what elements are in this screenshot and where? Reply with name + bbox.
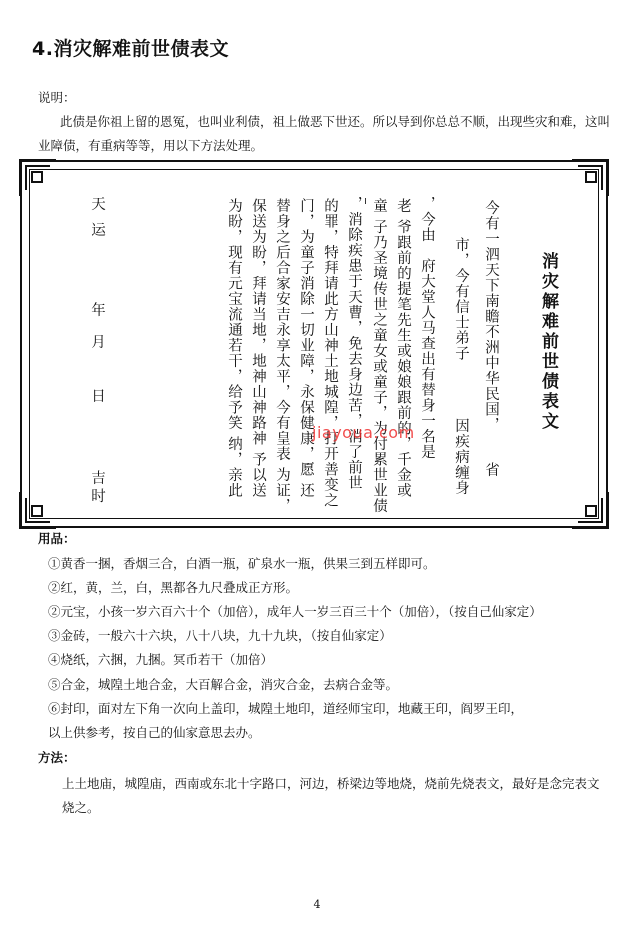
petition-col-disease: ，消除疾患于天曹，免去身边苦，消了前世 xyxy=(346,196,362,491)
petition-col-city-end: 因疾病缠身 xyxy=(453,418,469,496)
date-char-ri: 日 xyxy=(89,388,105,403)
supply-item-5: ④烧纸，六捆，九捆。冥币若干（加倍） xyxy=(48,652,274,667)
petition-frame xyxy=(20,160,608,528)
petition-col-city: 市，今有信士弟子 xyxy=(453,237,469,361)
date-char-tian: 天 xyxy=(89,196,105,211)
method-line-1: 上土地庙，城隍庙，西南或东北十字路口，河边，桥梁边等地烧，烧前先烧表文，最好是念完表文 xyxy=(62,776,600,791)
supply-item-2: ②红，黄，兰，白，黑都各九尺叠成正方形。 xyxy=(48,580,299,595)
petition-col-reason-2: 府大堂人马查出有替身一名是 xyxy=(419,258,435,460)
intro-label: 说明： xyxy=(38,90,76,105)
date-char-yun: 运 xyxy=(89,222,105,237)
supply-item-7: ⑥封印，面对左下角一次向上盖印，城隍土地印，道经师宝印，地藏王印，阎罗王印， xyxy=(48,701,524,716)
supplies-label: 用品： xyxy=(38,531,76,546)
petition-col-child: 童 子乃圣境传世之童女或童子，为付累世业债 xyxy=(371,198,387,514)
petition-col-gift: 为盼，现有元宝流通若干，给予笑 纳，亲此 xyxy=(226,198,242,499)
frame-inner-border xyxy=(29,169,599,519)
date-char-shi: 时 xyxy=(89,488,105,503)
petition-col-reason: ，今由 xyxy=(419,196,435,243)
petition-col-protect: 保送为盼，拜请当地，地神山神路神 予以送 xyxy=(250,198,266,499)
petition-col-sins: 的罪，特拜请此方山神土地城隍，打开善变之 xyxy=(322,198,338,508)
date-char-yue: 月 xyxy=(89,334,105,349)
petition-col-gate: 门，为童子消除一切业障，永保健康，愿 还 xyxy=(298,198,314,499)
mark-divider xyxy=(365,198,366,204)
intro-line-1: 此债是你祖上留的恩冤，也叫业利债，祖上做恶下世还。所以导到你总总不顺，出现些灾和难，这叫 xyxy=(60,114,611,129)
page-number: 4 xyxy=(313,898,321,911)
petition-title: 消灾解难前世债表文 xyxy=(538,252,558,432)
supply-note: 以上供参考，按自己的仙家意思去办。 xyxy=(48,725,261,740)
petition-col-open-end: 省 xyxy=(483,462,499,478)
method-label: 方法： xyxy=(38,750,76,765)
petition-col-open: 今有一泗天下南瞻不洲中华民国， xyxy=(483,200,499,433)
method-line-2: 烧之。 xyxy=(62,800,100,815)
date-char-ji: 吉 xyxy=(89,470,105,485)
petition-col-after: 替身之后合家安吉永享太平，今有皇表 为证， xyxy=(274,198,290,514)
watermark: jiayoua.com xyxy=(312,423,415,442)
corner-ornament-icon xyxy=(568,488,612,532)
supply-item-6: ⑤合金，城隍土地合金，大百解合金，消灾合金，去病合金等。 xyxy=(48,677,399,692)
supply-item-1: ①黄香一捆，香烟三合，白酒一瓶，矿泉水一瓶，供果三到五样即可。 xyxy=(48,556,436,571)
corner-ornament-icon xyxy=(16,156,60,200)
page-heading: 4.消灾解难前世债表文 xyxy=(32,38,229,60)
corner-ornament-icon xyxy=(16,488,60,532)
petition-col-lord: 老 爷跟前的提笔先生或娘娘跟前的，千金或 xyxy=(395,198,411,499)
supply-item-4: ③金砖，一般六十六块，八十八块，九十九块，（按自仙家定） xyxy=(48,628,392,643)
supply-item-3: ②元宝，小孩一岁六百六十个（加倍），成年人一岁三百三十个（加倍），（按自己仙家定） xyxy=(48,604,542,619)
date-char-nian: 年 xyxy=(89,302,105,317)
corner-ornament-icon xyxy=(568,156,612,200)
intro-line-2: 业障债，有重病等等，用以下方法处理。 xyxy=(38,138,264,153)
